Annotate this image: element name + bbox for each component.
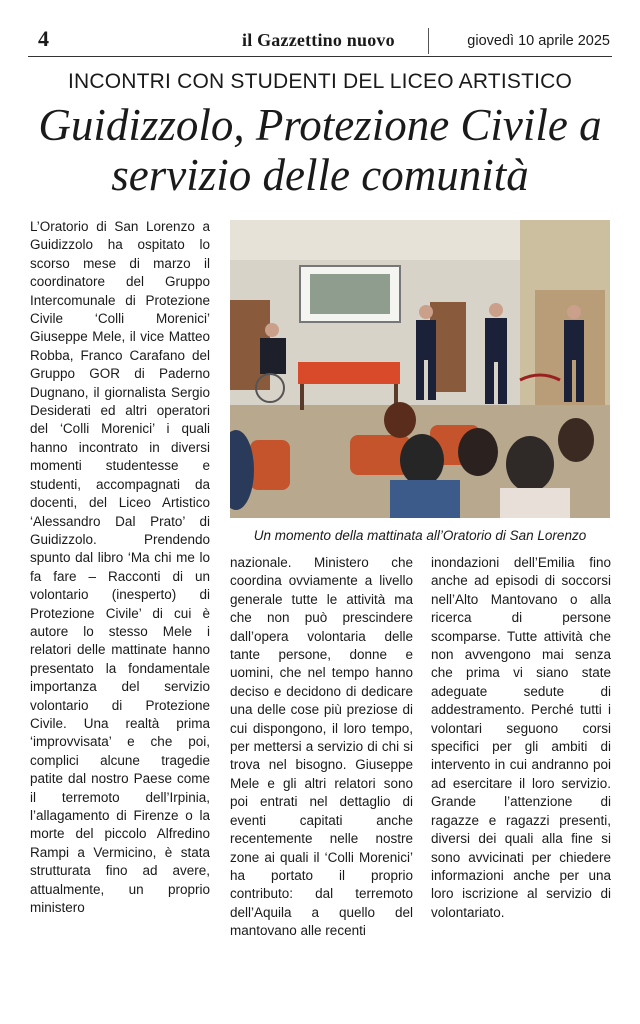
photo-illustration — [230, 220, 610, 518]
article-body-column-2: nazionale. Ministero che coordina ovviamente a livello generale tutte le attività ma che non può prescindere dall’opera volontaria delle tante persone, donne e uomini, che nel tempo hanno deciso e decidono di dedicare una delle cose più preziose di cui dispongono, il loro tempo, per mettersi a servizio di chi si trova nel bisogno. Giuseppe Mele e gli altri relatori sono poi entrati nel dettaglio di eventi capitati anche recentemente nelle nostre zone ai quali il ‘Colli Morenici’ ha portato il proprio contributo: dal terremoto dell’Aquila a quello del mantovano alle recenti — [230, 555, 413, 939]
masthead — [28, 22, 612, 57]
article-body-column-3: inondazioni dell’Emilia fino anche ad episodi di soccorsi nell’Alto Mantovano o alla ricerca di persone scomparse. Tutte attività che non avvengono mai senza che prima vi siano state adeguate sedute di addestramento. Perché tutti i volontari seguono corsi specifici per gli ambiti di intervento in cui andranno poi ad esercitare il loro servizio. Grande l’attenzione di ragazze e ragazzi presenti, diversi dei quali alla fine si sono avvicinati per chiedere informazioni anche per una loro iscrizione al servizio di volontariato. — [431, 555, 611, 920]
article-headline — [0, 100, 640, 200]
article-kicker: INCONTRI CON STUDENTI DEL LICEO ARTISTICO — [67, 70, 573, 93]
headline-line-1: Guidizzolo, Protezione Civile a — [38, 100, 602, 150]
headline-line-2: servizio delle comunità — [111, 150, 529, 200]
photo-caption: Un momento della mattinata all’Oratorio di San Lorenzo — [253, 528, 587, 543]
newspaper-name: il Gazzettino nuovo — [242, 30, 395, 50]
page-number: 4 — [38, 26, 49, 51]
masthead-divider — [428, 28, 429, 54]
article-photo — [230, 220, 610, 518]
article-body-column-1: L’Oratorio di San Lorenzo a Guidizzolo ha ospitato lo scorso mese di marzo il coordinatore del Gruppo Intercomunale di Protezione Civile ‘Colli Morenici’ Giuseppe Mele, il vice Matteo Robba, Franco Carafano del Gruppo GOR di Paderno Dugnano, il giornalista Sergio Desiderati ed altri operatori del ‘Colli Morenici’ i quali hanno incontrato in diversi momenti studentesse e studenti, accompagnati da docenti, del Liceo Artistico ‘Alessandro Dal Prato’ di Guidizzolo. Prendendo spunto dal libro ‘Ma chi me lo fa fare – Racconti di un volontario (inesperto) di Protezione Civile’ di cui è autore lo stesso Mele i relatori delle mattinate hanno presentato la fondamentale importanza del servizio volontario di Protezione Civile. Una realtà prima ‘improvvisata’ e che poi, complici alcune tragedie patite dal nostro Paese come il terremoto dell’Irpinia, l’allagamento di Firenze o la morte del piccolo Alfredino Rampi a Vermicino, è stata strutturata fino ad avere, attualmente, un proprio ministero — [30, 219, 210, 916]
issue-date: giovedì 10 aprile 2025 — [467, 33, 610, 49]
